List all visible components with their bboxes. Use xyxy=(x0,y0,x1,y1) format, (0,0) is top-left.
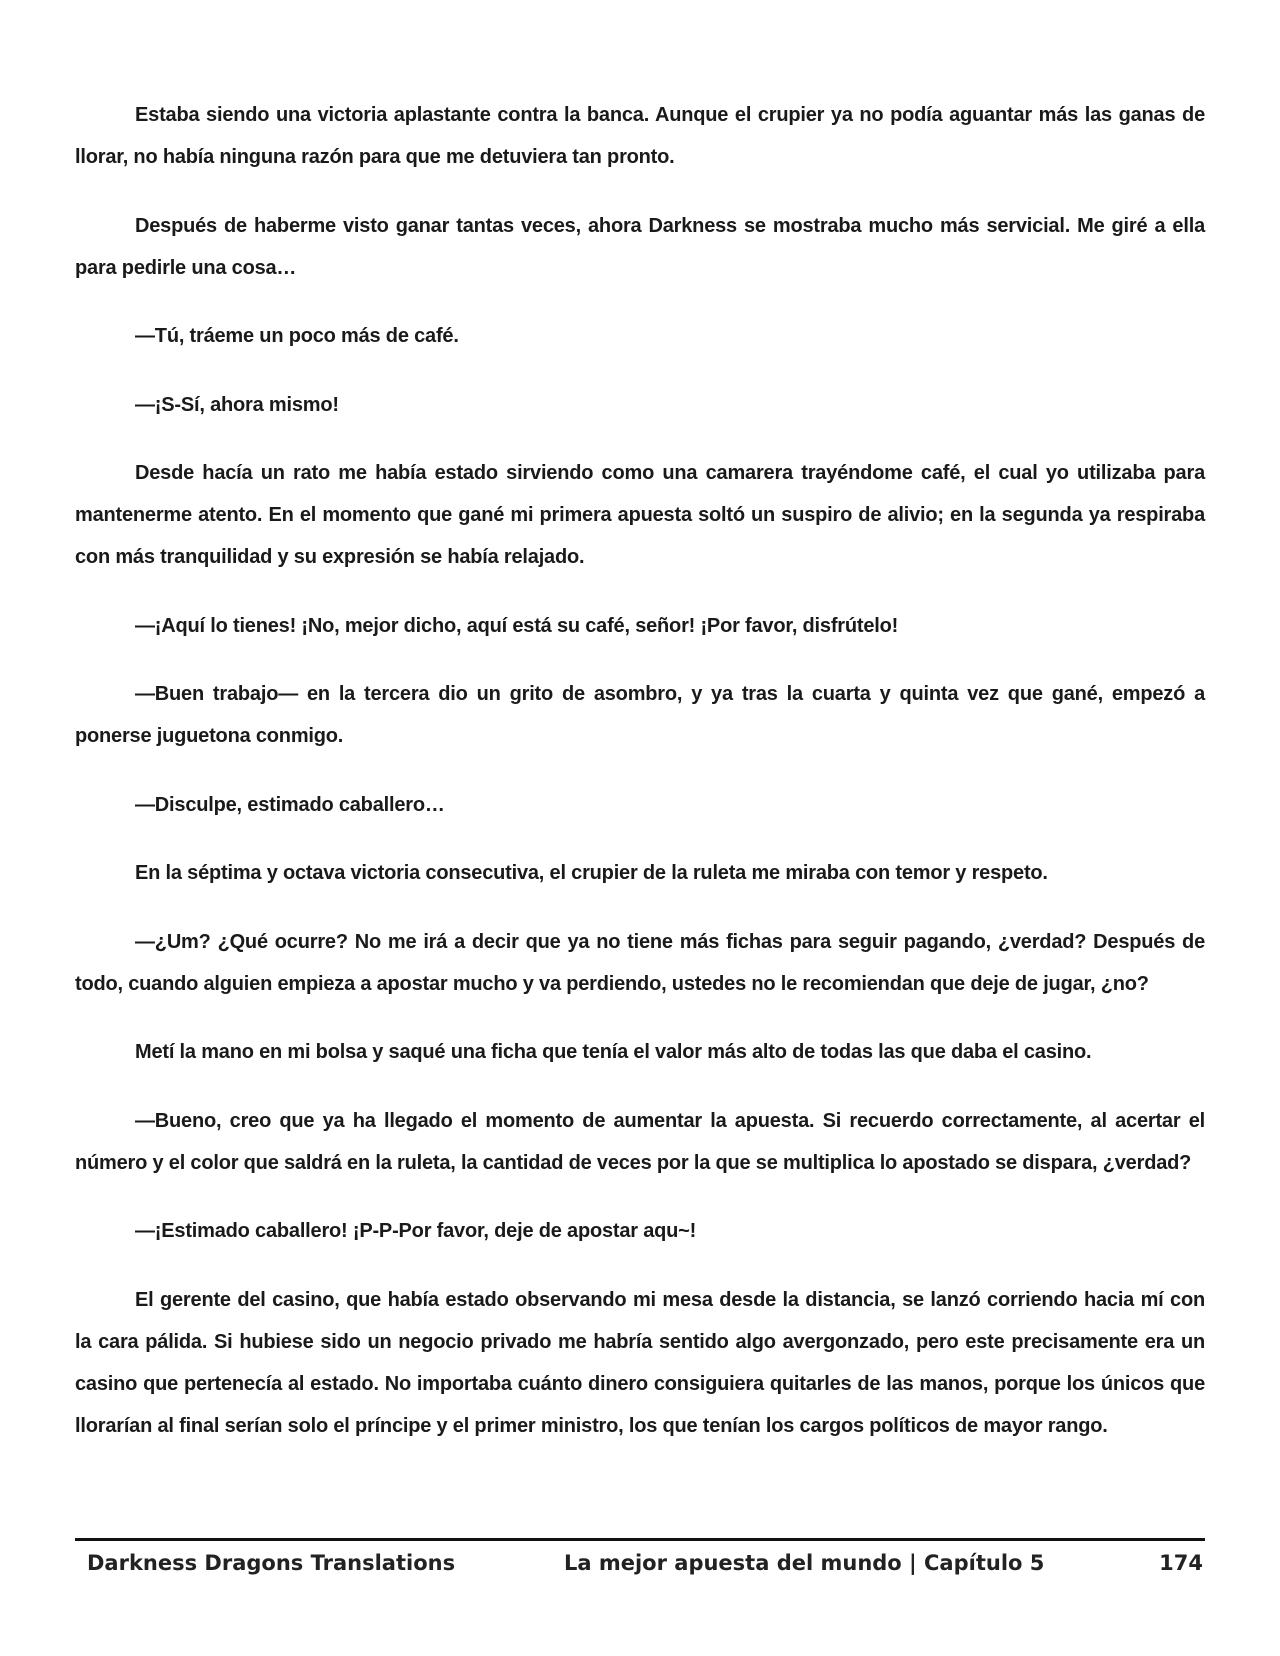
dialogue-line: —Disculpe, estimado caballero… xyxy=(135,793,445,816)
dialogue-line: —¿Um? ¿Qué ocurre? No me irá a decir que ya no tiene más fichas para seguir pagando, ¿verdad? Después de todo, cuando alguien empieza a apostar mucho y va perdiendo, ustedes no le recomiendan que deje de jugar, ¿no? xyxy=(75,930,1205,995)
paragraph: En la séptima y octava victoria consecutiva, el crupier de la ruleta me miraba con temor y respeto. xyxy=(135,862,1048,884)
footer-chapter-title: La mejor apuesta del mundo | Capítulo 5 xyxy=(564,1551,1045,1575)
footer-publisher: Darkness Dragons Translations xyxy=(87,1551,456,1575)
paragraph: Estaba siendo una victoria aplastante contra la banca. Aunque el crupier ya no podía aguantar más las ganas de llorar, no había ninguna razón para que me detuviera tan pronto. xyxy=(75,104,1205,168)
paragraph: El gerente del casino, que había estado observando mi mesa desde la distancia, se lanzó corriendo hacia mí con la cara pálida. Si hubiese sido un negocio privado me habría sentido algo avergonzado, pero este precisamente era un casino que pertenecía al estado. No importaba cuánto dinero consiguiera quitarles de las manos, porque los únicos que llorarían al final serían solo el príncipe y el primer ministro, los que tenían los cargos políticos de mayor rango. xyxy=(75,1288,1205,1437)
dialogue-line: —Tú, tráeme un poco más de café. xyxy=(135,325,459,347)
page-number: 174 xyxy=(1159,1551,1203,1575)
paragraph: Metí la mano en mi bolsa y saqué una ficha que tenía el valor más alto de todas las que daba el casino. xyxy=(135,1041,1092,1063)
dialogue-line: —¡Aquí lo tienes! ¡No, mejor dicho, aquí está su café, señor! ¡Por favor, disfrútelo! xyxy=(135,614,899,637)
page-footer xyxy=(75,1551,1205,1585)
paragraph: Después de haberme visto ganar tantas veces, ahora Darkness se mostraba mucho más servicial. Me giré a ella para pedirle una cosa… xyxy=(75,214,1205,279)
body-text xyxy=(75,94,1205,1473)
dialogue-line: —Buen trabajo— en la tercera dio un grito de asombro, y ya tras la cuarta y quinta vez que gané, empezó a ponerse juguetona conmigo. xyxy=(75,683,1205,747)
paragraph: Desde hacía un rato me había estado sirviendo como una camarera trayéndome café, el cual yo utilizaba para mantenerme atento. En el momento que gané mi primera apuesta soltó un suspiro de alivio; en la segunda ya respiraba con más tranquilidad y su expresión se había relajado. xyxy=(75,462,1205,568)
dialogue-line: —¡Estimado caballero! ¡P-P-Por favor, deje de apostar aqu~! xyxy=(135,1220,697,1242)
footer-divider xyxy=(75,1538,1205,1541)
dialogue-line: —¡S-Sí, ahora mismo! xyxy=(135,393,339,416)
dialogue-line: —Bueno, creo que ya ha llegado el momento de aumentar la apuesta. Si recuerdo correctamente, al acertar el número y el color que saldrá en la ruleta, la cantidad de veces por la que se multiplica lo apostado se dispara, ¿verdad? xyxy=(75,1109,1205,1174)
